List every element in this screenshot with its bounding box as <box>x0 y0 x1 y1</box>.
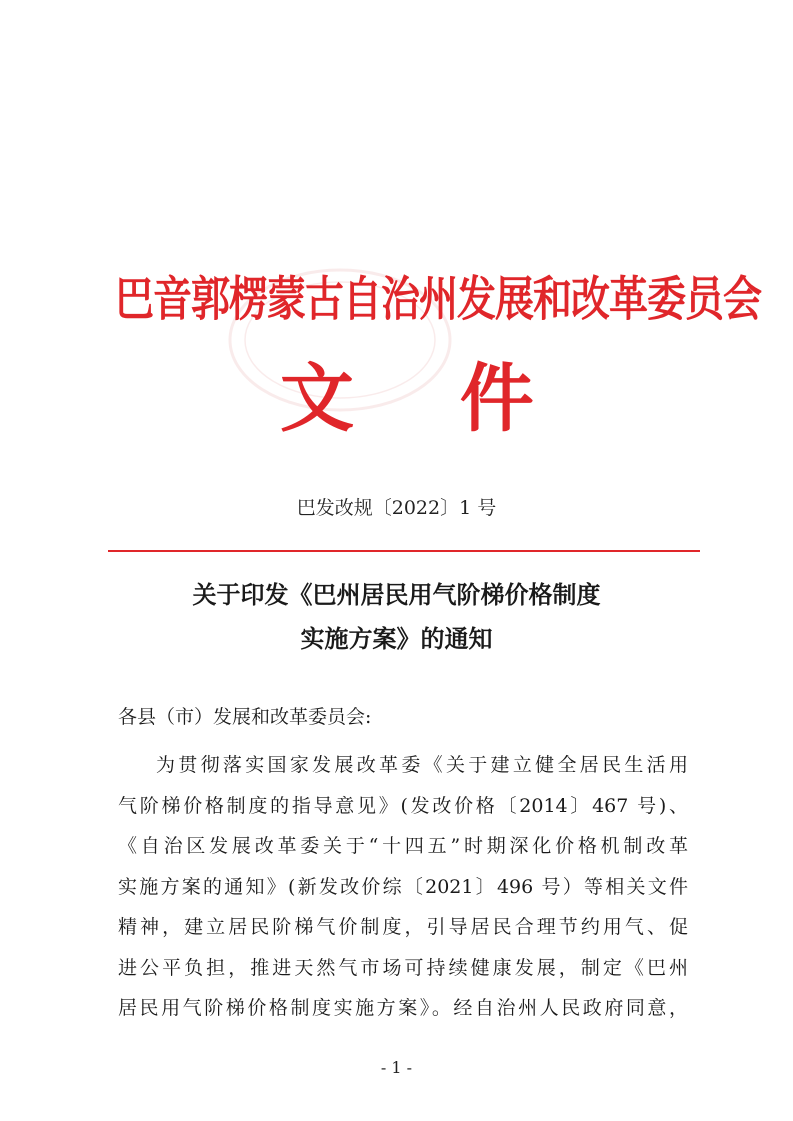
title-line-1: 关于印发《巴州居民用气阶梯价格制度 <box>192 581 601 609</box>
salutation: 各县（市）发展和改革委员会: <box>118 706 372 728</box>
document-type: 文 件 <box>280 356 574 442</box>
body-paragraph <box>118 745 688 1029</box>
body-line: 为贯彻落实国家发展改革委《关于建立健全居民生活用 <box>156 754 688 776</box>
document-number: 巴发改规〔2022〕1 号 <box>296 497 497 519</box>
body-line: 居民用气阶梯价格制度实施方案》。经自治州人民政府同意， <box>118 997 688 1019</box>
body-line: 《自治区发展改革委关于“十四五”时期深化价格机制改革 <box>118 835 688 857</box>
red-divider-line <box>108 550 700 552</box>
page-number: - 1 - <box>380 1058 413 1077</box>
title-line-2: 实施方案》的通知 <box>300 625 493 653</box>
body-line: 实施方案的通知》(新发改价综〔2021〕496 号）等相关文件 <box>118 875 688 898</box>
body-line: 精神，建立居民阶梯气价制度，引导居民合理节约用气、促 <box>118 916 688 938</box>
issuing-organization: 巴音郭楞蒙古自治州发展和改革委员会 <box>115 272 762 328</box>
body-line: 气阶梯价格制度的指导意见》(发改价格〔2014〕467 号)、 <box>118 794 688 817</box>
body-line: 进公平负担，推进天然气市场可持续健康发展，制定《巴州 <box>118 956 688 979</box>
document-title <box>60 573 733 661</box>
